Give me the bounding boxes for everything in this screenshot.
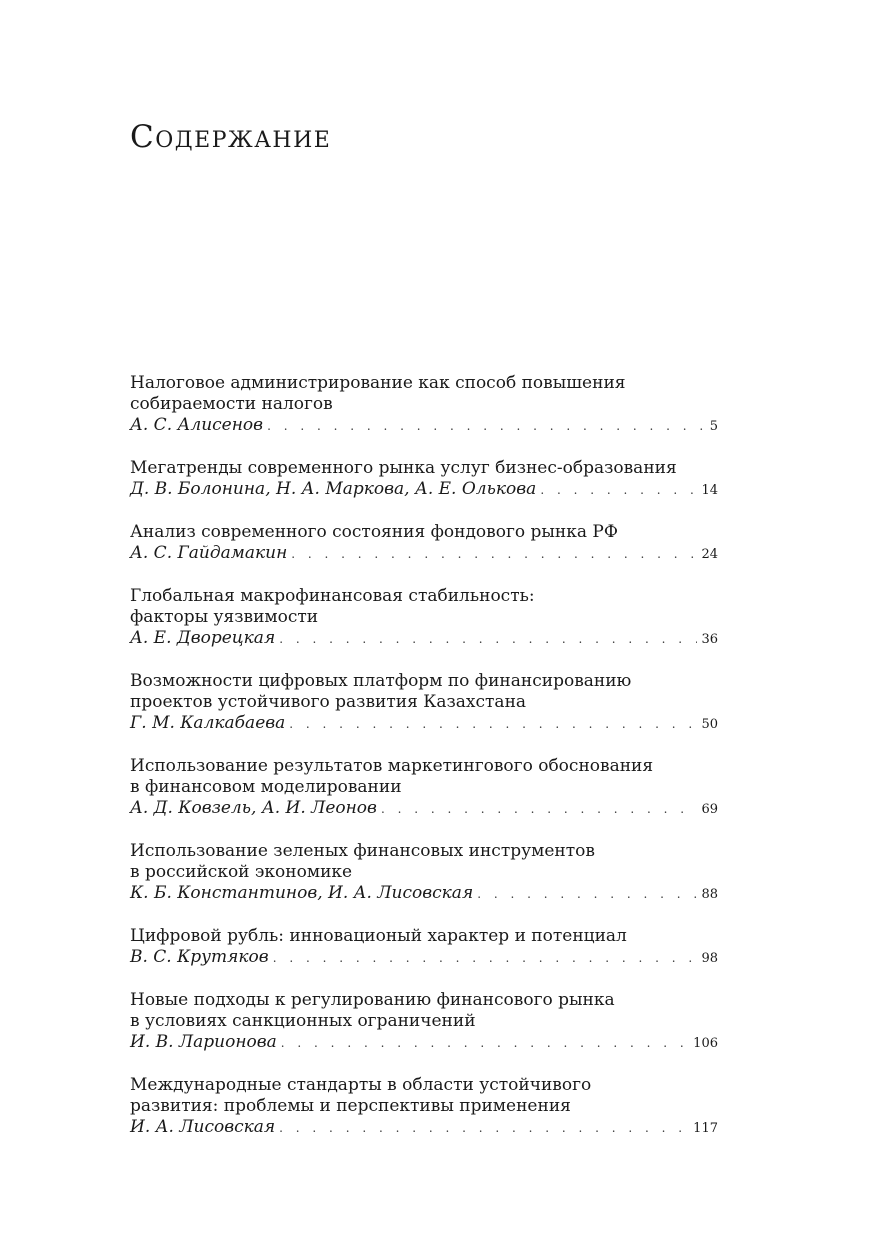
toc-entry-title-line: Цифровой рубль: инновационый характер и потенциал: [130, 926, 627, 946]
toc-entry-page-number: 14: [701, 483, 718, 498]
toc-entry-authors: И. А. Лисовская: [130, 1117, 276, 1137]
dot-leader: [285, 714, 697, 735]
dot-leader: [536, 480, 697, 501]
toc-entry-authors: Г. М. Калкабаева: [130, 713, 286, 733]
toc-entry-page-number: 36: [701, 632, 718, 647]
toc-entry-author-line: [130, 479, 718, 501]
toc-entry[interactable]: [130, 586, 718, 650]
toc-entry-author-line: [130, 798, 718, 820]
toc-entry-author-line: [130, 543, 718, 565]
toc-entry-page-number: 69: [701, 802, 718, 817]
dot-leader: [473, 884, 697, 905]
toc-entry[interactable]: [130, 458, 718, 501]
toc-entry-title-line: Глобальная макрофинансовая стабильность:: [130, 586, 535, 606]
toc-entry-title-line: Международные стандарты в области устойчивого: [130, 1075, 592, 1095]
toc-entry-title-line: собираемости налогов: [130, 394, 333, 414]
toc-entry-title-line: в условиях санкционных ограничений: [130, 1011, 476, 1031]
toc-entry-title-line: в финансовом моделировании: [130, 777, 402, 797]
toc-entry-title-line: Новые подходы к регулированию финансового рынка: [130, 990, 615, 1010]
toc-entry-page-number: 117: [693, 1121, 718, 1136]
dot-leader: [275, 1118, 689, 1139]
toc-entry-author-line: [130, 947, 718, 969]
toc-entry-page-number: 5: [709, 419, 718, 434]
toc-entry[interactable]: [130, 926, 718, 969]
toc-entry-title-line: в российской экономике: [130, 862, 353, 882]
toc-entry-title-line: факторы уязвимости: [130, 607, 319, 627]
toc-entry[interactable]: [130, 373, 718, 437]
toc-entry-authors: А. С. Гайдамакин: [130, 543, 288, 563]
toc-entry[interactable]: [130, 671, 718, 735]
toc-entry-title-line: проектов устойчивого развития Казахстана: [130, 692, 527, 712]
dot-leader: [275, 629, 697, 650]
toc-entry-author-line: [130, 1117, 718, 1139]
toc-entry-title-line: развития: проблемы и перспективы применения: [130, 1096, 571, 1116]
toc-entry-author-line: [130, 415, 718, 437]
toc-entry-authors: Д. В. Болонина, Н. А. Маркова, А. Е. Олькова: [130, 479, 537, 499]
toc-entry-authors: А. Д. Ковзель, А. И. Леонов: [130, 798, 377, 818]
toc-entry-page-number: 106: [693, 1036, 718, 1051]
toc-entry[interactable]: [130, 841, 718, 905]
toc-entry-authors: К. Б. Константинов, И. А. Лисовская: [130, 883, 474, 903]
toc-entry-title-line: Возможности цифровых платформ по финансированию: [130, 671, 632, 691]
toc-entry-title-line: Мегатренды современного рынка услуг бизнес-образования: [130, 458, 677, 478]
toc-entry-author-line: [130, 628, 718, 650]
toc-entry-authors: В. С. Крутяков: [130, 947, 269, 967]
toc-entry-page-number: 24: [701, 547, 718, 562]
toc-entry-author-line: [130, 713, 718, 735]
toc-entry-page-number: 50: [701, 717, 718, 732]
toc-entry-page-number: 88: [701, 887, 718, 902]
toc-entry-title-line: Использование зеленых финансовых инструментов: [130, 841, 595, 861]
dot-leader: [287, 544, 697, 565]
toc-entry[interactable]: [130, 522, 718, 565]
toc-entry-authors: И. В. Ларионова: [130, 1032, 277, 1052]
toc-entry[interactable]: [130, 756, 718, 820]
dot-leader: [377, 799, 698, 820]
dot-leader: [277, 1033, 689, 1054]
toc-entry-author-line: [130, 1032, 718, 1054]
toc-entry[interactable]: [130, 990, 718, 1054]
toc-entry-title-line: Анализ современного состояния фондового рынка РФ: [130, 522, 618, 542]
toc-entry-title-line: Налоговое администрирование как способ повышения: [130, 373, 626, 393]
toc-entry-page-number: 98: [701, 951, 718, 966]
toc-entry-author-line: [130, 883, 718, 905]
toc-entry[interactable]: [130, 1075, 718, 1139]
toc-entry-title-line: Использование результатов маркетингового обоснования: [130, 756, 654, 776]
toc-entry-authors: А. Е. Дворецкая: [130, 628, 276, 648]
table-of-contents: [130, 373, 718, 1160]
page-title: Содержание: [130, 119, 332, 155]
dot-leader: [263, 416, 704, 437]
toc-entry-authors: А. С. Алисенов: [130, 415, 264, 435]
dot-leader: [269, 948, 698, 969]
